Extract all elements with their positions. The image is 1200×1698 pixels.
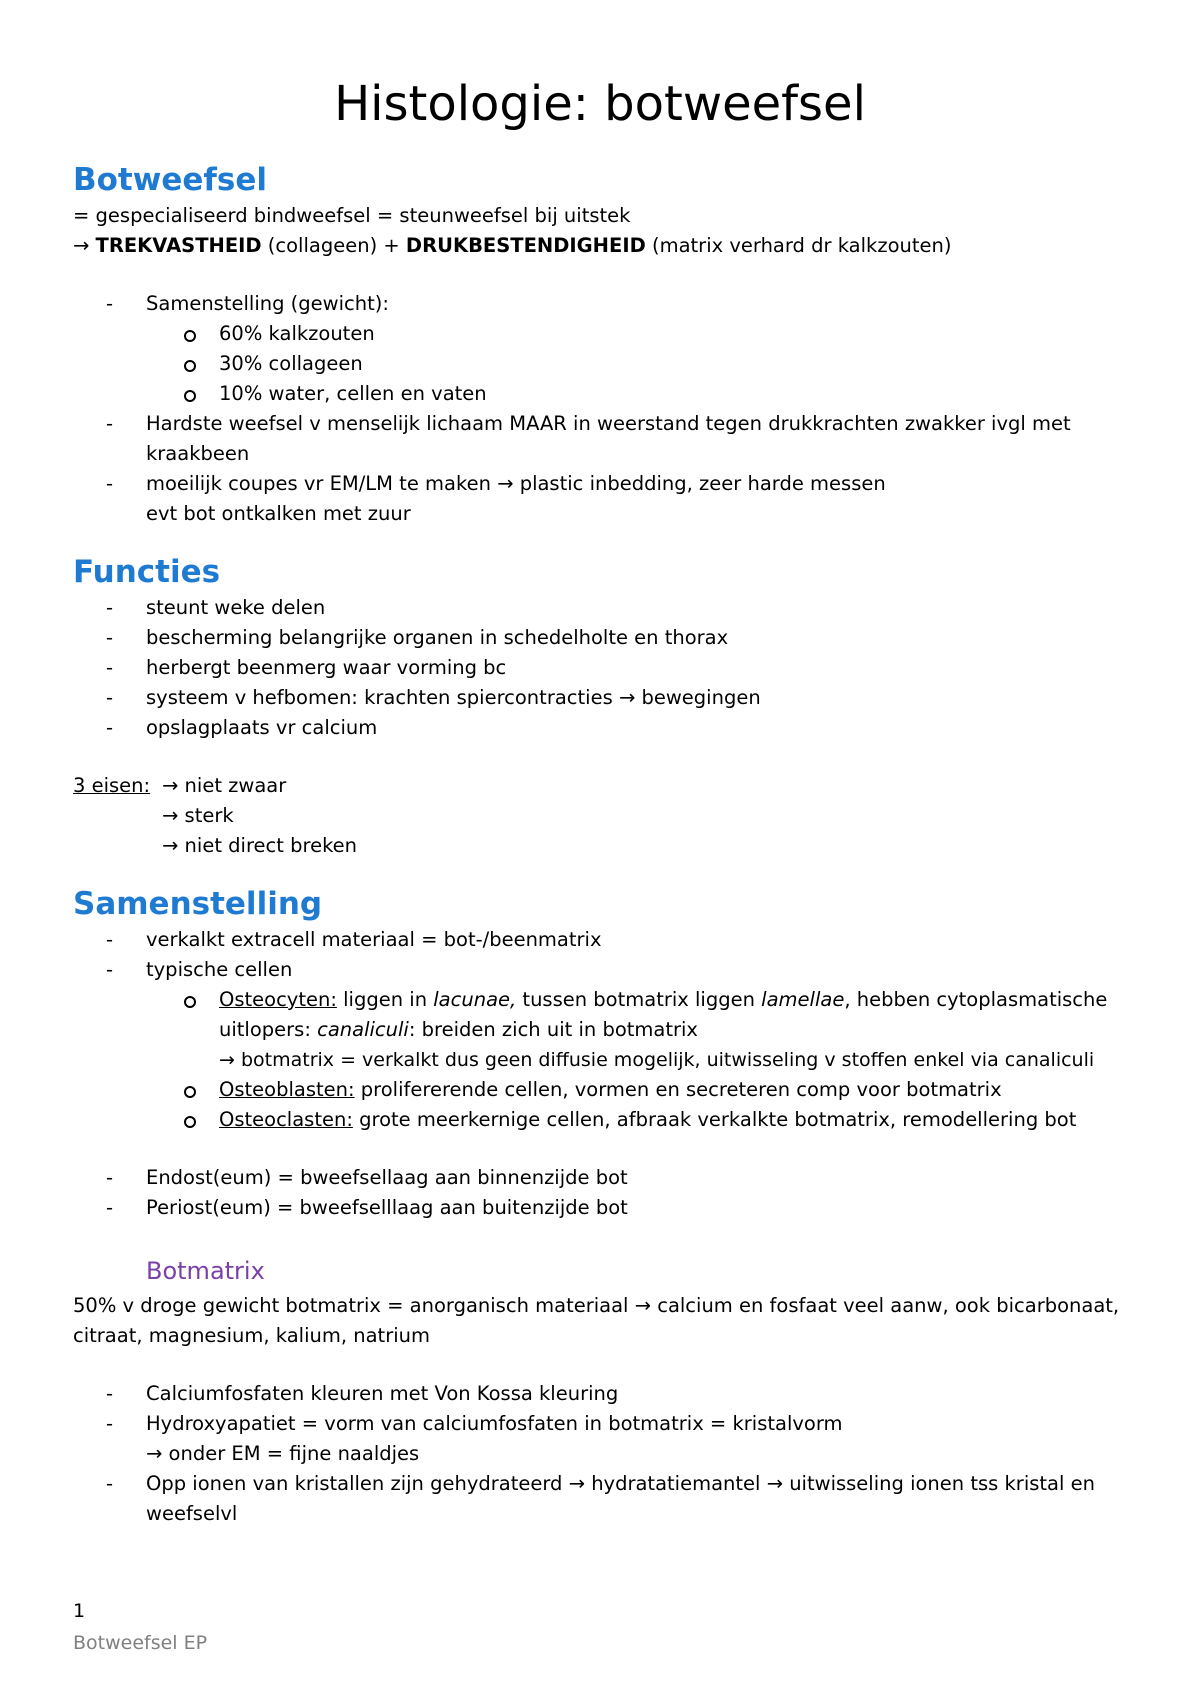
l3b: hydratatiemantel	[591, 1472, 761, 1495]
arrow-icon: →	[73, 234, 90, 257]
list-item: Endost(eum) = bweefsellaag aan binnenzijde bot	[146, 1166, 628, 1189]
list-item: bescherming belangrijke organen in schedelholte en thorax	[146, 626, 729, 649]
list-item: typische cellen	[146, 958, 293, 981]
dash-bullet: -	[106, 626, 114, 649]
osteoclasten-label: Osteoclasten:	[219, 1108, 353, 1131]
coupes-text-b: plastic inbedding, zeer harde messen	[519, 472, 886, 495]
circle-bullet-icon	[184, 390, 196, 402]
dash-bullet: -	[106, 1196, 114, 1219]
heading-functies: Functies	[73, 554, 221, 590]
list-item: Hydroxyapatiet = vorm van calciumfosfaten in botmatrix = kristalvorm	[146, 1412, 843, 1435]
dash-bullet: -	[106, 928, 114, 951]
osteocyten-line	[219, 986, 1107, 1014]
drukbestendigheid: DRUKBESTENDIGHEID	[405, 234, 646, 257]
coupes-text: moeilijk coupes vr EM/LM te maken	[146, 472, 491, 495]
circle-bullet-icon	[184, 996, 196, 1008]
l2b: onder EM = fijne naaldjes	[168, 1442, 420, 1465]
definition-line: = gespecialiseerd bindweefsel = steunweefsel bij uitstek	[73, 204, 631, 227]
dash-bullet: -	[106, 1412, 114, 1435]
eis-text: niet direct breken	[184, 834, 358, 857]
eisen-item	[162, 772, 286, 800]
eis-text: niet zwaar	[184, 774, 287, 797]
trekvastheid: TREKVASTHEID	[95, 234, 262, 257]
eisen-label: 3 eisen:	[73, 774, 151, 797]
item4-text: systeem v hefbomen: krachten spiercontracties	[146, 686, 613, 709]
coupes-line-cont: evt bot ontkalken met zuur	[146, 502, 411, 525]
heading-samenstelling: Samenstelling	[73, 886, 323, 922]
arrow-icon: →	[634, 1294, 652, 1317]
dash-bullet: -	[106, 412, 114, 435]
dash-bullet: -	[106, 1166, 114, 1189]
cy-c: , hebben cytoplasmatische	[844, 988, 1108, 1011]
list-item: verkalkt extracell materiaal = bot-/beenmatrix	[146, 928, 602, 951]
arrow-icon: →	[162, 834, 179, 857]
arrow-icon: →	[568, 1472, 585, 1495]
hardness-line: Hardste weefsel v menselijk lichaam MAAR in weerstand tegen drukkrachten zwakker ivgl met	[146, 412, 1071, 435]
dash-bullet: -	[106, 656, 114, 679]
list-item: 30% collageen	[219, 352, 363, 375]
l3c: uitwisseling ionen tss kristal en	[789, 1472, 1095, 1495]
list-item-cont: weefselvl	[146, 1502, 238, 1525]
osteoclasten-text: grote meerkernige cellen, afbraak verkalkte botmatrix, remodellering bot	[359, 1108, 1077, 1131]
eisen-item	[162, 832, 357, 860]
composition-label: Samenstelling (gewicht):	[146, 292, 389, 315]
list-item: herbergt beenmerg waar vorming bc	[146, 656, 507, 679]
arrow-icon: →	[162, 804, 179, 827]
cy-e: : breiden zich uit in botmatrix	[408, 1018, 698, 1041]
l3a: Opp ionen van kristallen zijn gehydrateerd	[146, 1472, 563, 1495]
list-item-cont	[146, 1440, 419, 1468]
dash-bullet: -	[106, 686, 114, 709]
cy-d: uitlopers:	[219, 1018, 311, 1041]
cy-f: botmatrix = verkalkt dus geen diffusie mogelijk, uitwisseling v stoffen enkel via canaliculi	[240, 1049, 1095, 1071]
properties-line	[73, 232, 951, 260]
item4-text-b: bewegingen	[641, 686, 761, 709]
list-item: 10% water, cellen en vaten	[219, 382, 487, 405]
list-item: Calciumfosfaten kleuren met Von Kossa kleuring	[146, 1382, 619, 1405]
arrow-icon: →	[497, 472, 514, 495]
cy-canaliculi: canaliculi	[317, 1018, 409, 1041]
botmatrix-line	[73, 1292, 1119, 1320]
dash-bullet: -	[106, 472, 114, 495]
list-item: 60% kalkzouten	[219, 322, 375, 345]
arrow-icon: →	[162, 774, 179, 797]
heading-botmatrix: Botmatrix	[146, 1257, 265, 1285]
trek-paren: (collageen) +	[267, 234, 400, 257]
osteocyten-label: Osteocyten:	[219, 988, 337, 1011]
dash-bullet: -	[106, 292, 114, 315]
page-title: Histologie: botweefsel	[334, 76, 866, 132]
circle-bullet-icon	[184, 330, 196, 342]
eis-text: sterk	[184, 804, 234, 827]
arrow-icon: →	[766, 1472, 783, 1495]
eisen-item	[162, 802, 234, 830]
hardness-line-cont: kraakbeen	[146, 442, 250, 465]
cy-b: tussen botmatrix liggen	[522, 988, 755, 1011]
coupes-line	[146, 470, 886, 498]
druk-paren: (matrix verhard dr kalkzouten)	[651, 234, 952, 257]
arrow-icon: →	[618, 686, 636, 709]
osteoblasten-text: prolifererende cellen, vormen en secreteren comp voor botmatrix	[360, 1078, 1002, 1101]
circle-bullet-icon	[184, 360, 196, 372]
list-item: steunt weke delen	[146, 596, 326, 619]
dash-bullet: -	[106, 716, 114, 739]
osteoclasten-line	[219, 1106, 1076, 1134]
cy-lamellae: lamellae	[761, 988, 845, 1011]
dash-bullet: -	[106, 1382, 114, 1405]
cy-a: liggen in	[343, 988, 428, 1011]
osteocyten-line-2	[219, 1016, 698, 1044]
arrow-icon: →	[219, 1049, 235, 1071]
page-number: 1	[73, 1600, 86, 1622]
list-item	[146, 684, 761, 712]
dash-bullet: -	[106, 596, 114, 619]
list-item: opslagplaats vr calcium	[146, 716, 378, 739]
cy-lacunae: lacunae,	[433, 988, 517, 1011]
footer-text: Botweefsel EP	[73, 1632, 208, 1654]
list-item: Periost(eum) = bweefselllaag aan buitenzijde bot	[146, 1196, 628, 1219]
p1b: calcium en fosfaat veel aanw, ook bicarbonaat,	[657, 1294, 1120, 1317]
list-item	[146, 1470, 1095, 1498]
circle-bullet-icon	[184, 1116, 196, 1128]
osteoblasten-line	[219, 1076, 1002, 1104]
botmatrix-line-2: citraat, magnesium, kalium, natrium	[73, 1324, 430, 1347]
arrow-icon: →	[146, 1442, 163, 1465]
circle-bullet-icon	[184, 1086, 196, 1098]
osteoblasten-label: Osteoblasten:	[219, 1078, 355, 1101]
dash-bullet: -	[106, 958, 114, 981]
osteocyten-line-3	[219, 1046, 1094, 1074]
heading-botweefsel: Botweefsel	[73, 162, 268, 198]
dash-bullet: -	[106, 1472, 114, 1495]
p1a: 50% v droge gewicht botmatrix = anorganisch materiaal	[73, 1294, 629, 1317]
